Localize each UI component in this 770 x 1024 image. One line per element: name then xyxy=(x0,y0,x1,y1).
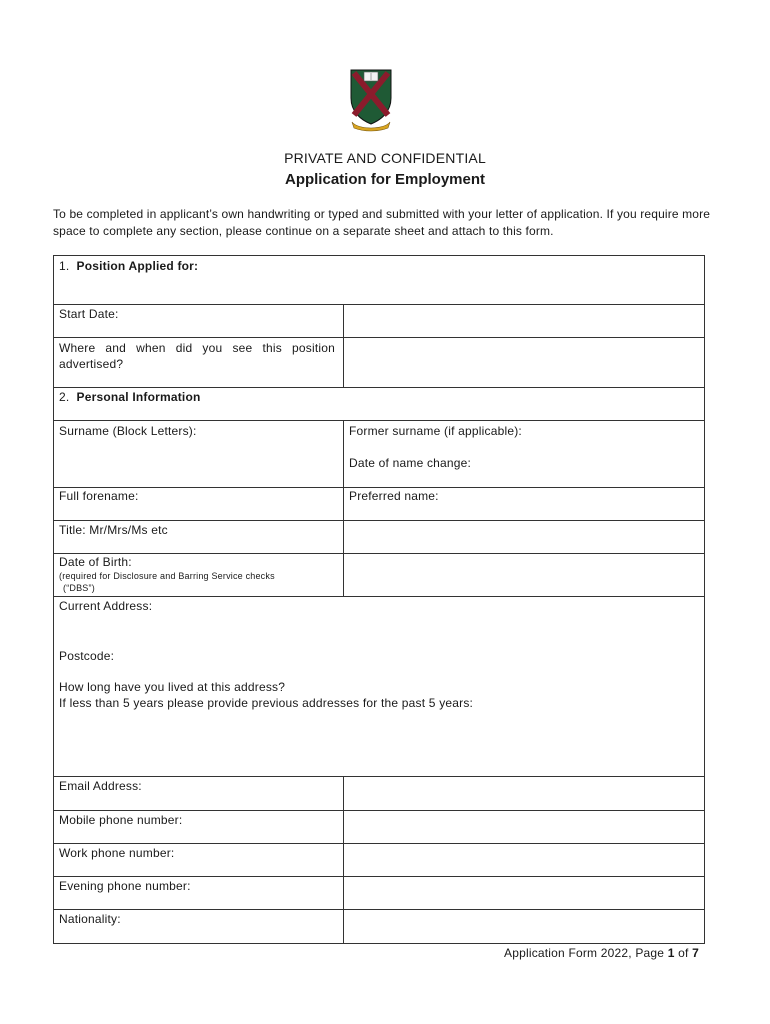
evening-phone-label: Evening phone number: xyxy=(59,879,191,893)
school-crest-logo xyxy=(348,68,394,132)
section-1-heading: 1. Position Applied for: xyxy=(59,259,199,273)
start-date-label: Start Date: xyxy=(59,307,119,321)
section-2-heading: 2. Personal Information xyxy=(59,390,201,404)
forename-label: Full forename: xyxy=(59,489,139,503)
nationality-label: Nationality: xyxy=(59,912,121,926)
surname-label: Surname (Block Letters): xyxy=(59,424,197,438)
page-footer: Application Form 2022, Page 1 of 7 xyxy=(504,946,699,960)
name-change-date-label: Date of name change: xyxy=(349,456,472,470)
former-surname-label: Former surname (if applicable): xyxy=(349,424,522,438)
mobile-phone-label: Mobile phone number: xyxy=(59,813,183,827)
previous-addresses-label: If less than 5 years please provide previous addresses for the past 5 years: xyxy=(59,696,474,710)
work-phone-label: Work phone number: xyxy=(59,846,175,860)
confidential-heading: PRIVATE AND CONFIDENTIAL xyxy=(284,150,486,166)
postcode-label: Postcode: xyxy=(59,649,115,663)
where-seen-label: Where and when did you see this position advertised? xyxy=(59,341,335,371)
dob-label: Date of Birth: xyxy=(59,555,132,569)
title-label: Title: Mr/Mrs/Ms etc xyxy=(59,523,168,537)
email-label: Email Address: xyxy=(59,779,142,793)
dob-note-dbs: (“DBS”) xyxy=(63,583,95,593)
dob-note: (required for Disclosure and Barring Service checks xyxy=(59,571,275,581)
current-address-label: Current Address: xyxy=(59,599,153,613)
application-form-table xyxy=(53,255,705,944)
intro-paragraph: To be completed in applicant’s own handwriting or typed and submitted with your letter of application. If you require more space to complete any section, please continue on a separate sheet and attach to this form. xyxy=(53,207,711,238)
page-title: Application for Employment xyxy=(284,171,485,188)
preferred-name-label: Preferred name: xyxy=(349,489,439,503)
how-long-label: How long have you lived at this address? xyxy=(59,680,286,694)
